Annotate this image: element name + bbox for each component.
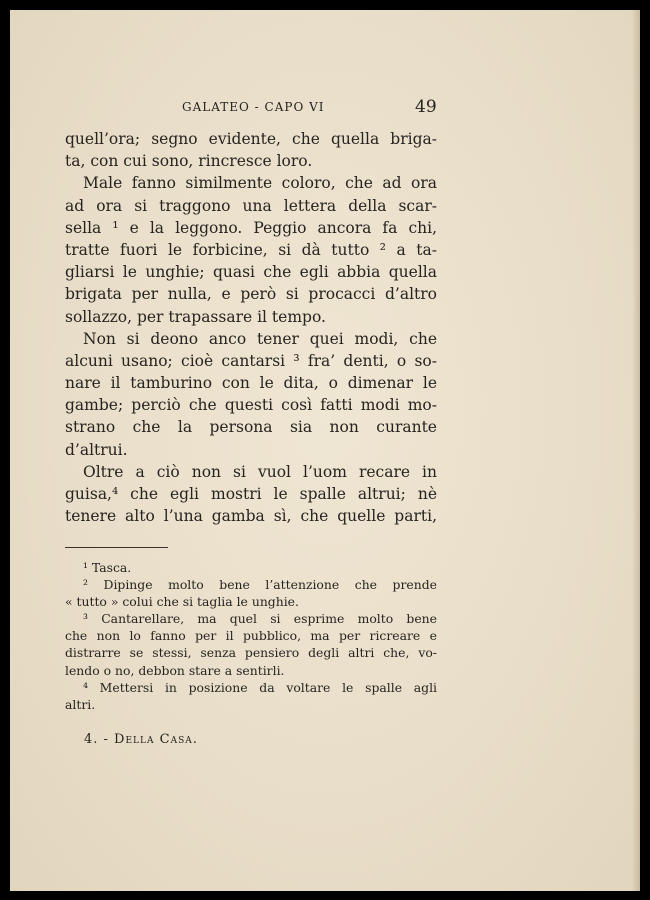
body-line: gambe; perciò che questi così fatti modi mo- (65, 396, 437, 415)
body-line: alcuni usano; cioè cantarsi ³ fra’ denti, o so- (65, 351, 437, 370)
signature-mark: 4. - Della Casa. (84, 732, 198, 747)
footnote-separator (65, 547, 168, 548)
body-text (65, 128, 437, 527)
footnotes (65, 559, 437, 713)
page-spine-shadow (632, 10, 640, 891)
body-line: Non si deono anco tener quei modi, che (83, 329, 437, 348)
running-header (10, 97, 640, 120)
footnote-line: ² Dipinge molto bene l’attenzione che prende (83, 577, 437, 593)
body-line: sella ¹ e la leggono. Peggio ancora fa chi, (65, 218, 437, 237)
body-line: d’altrui. (65, 440, 128, 459)
body-line: quell’ora; segno evidente, che quella briga- (65, 130, 437, 148)
footnote-line: ³ Cantarellare, ma quel si esprime molto bene (83, 611, 437, 627)
footnote-line: ¹ Tasca. (83, 560, 132, 575)
footnote-line: altri. (65, 696, 96, 712)
body-line: guisa,⁴ che egli mostri le spalle altrui; nè (65, 485, 437, 503)
footnote-line: « tutto » colui che si taglia le unghie. (65, 594, 299, 610)
body-line: strano che la persona sia non curante (65, 418, 437, 437)
body-line: ad ora si traggono una lettera della scar- (65, 196, 437, 215)
footnote-line: che non lo fanno per il pubblico, ma per ricreare e (65, 628, 437, 644)
body-line: nare il tamburino con le dita, o dimenar le (65, 374, 437, 393)
body-line: Male fanno similmente coloro, che ad ora (83, 174, 437, 193)
body-line: tenere alto l’una gamba sì, che quelle parti, (65, 507, 437, 526)
running-title: GALATEO - CAPO VI (182, 100, 325, 114)
body-line: ta, con cui sono, rincresce loro. (65, 152, 313, 171)
body-line: tratte fuori le forbicine, si dà tutto ² a ta- (65, 240, 437, 259)
footnote-line: distrarre se stessi, senza pensiero degli altri che, vo- (65, 645, 437, 661)
body-line: Oltre a ciò non si vuol l’uom recare in (83, 462, 437, 481)
body-line: sollazzo, per trapassare il tempo. (65, 307, 326, 326)
footnote-line: ⁴ Mettersi in posizione da voltare le spalle agli (83, 679, 437, 695)
page-number: 49 (415, 97, 437, 117)
body-line: gliarsi le unghie; quasi che egli abbia quella (65, 263, 437, 282)
footnote-line: lendo o no, debbon stare a sentirli. (65, 662, 285, 678)
body-line: brigata per nulla, e però si procacci d’altro (65, 285, 437, 304)
book-page (10, 10, 640, 891)
